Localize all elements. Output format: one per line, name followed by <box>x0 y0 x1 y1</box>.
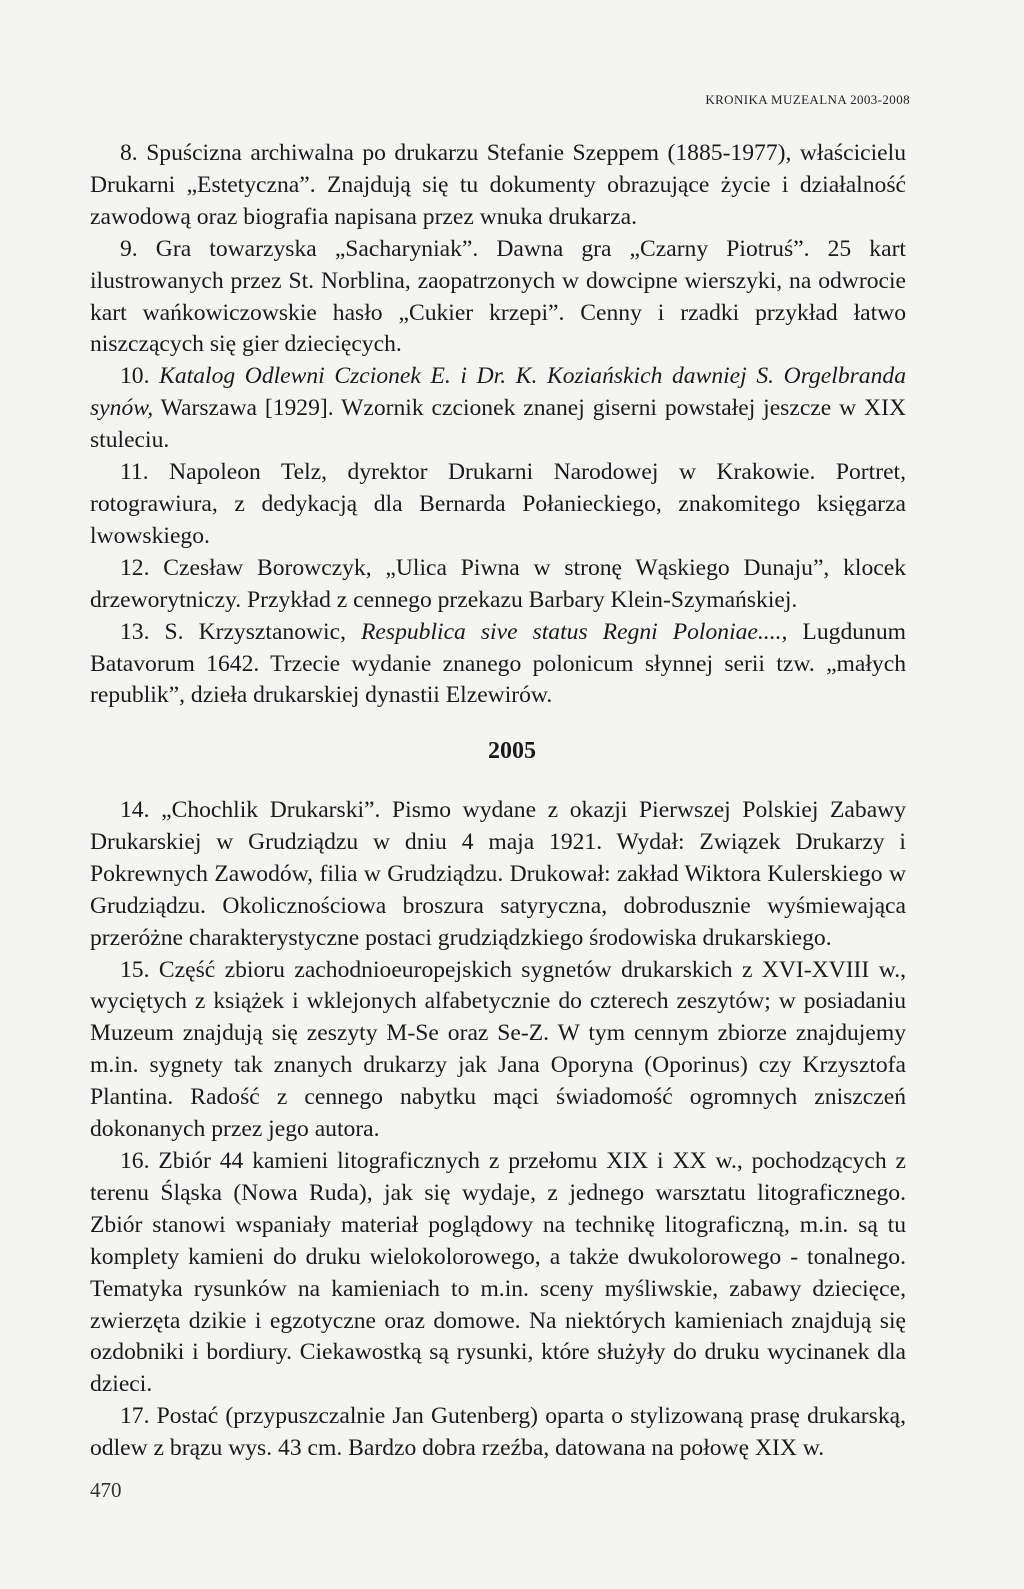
entries-before-section <box>90 138 906 712</box>
entry-italic-title: Katalog Odlewni Czcionek E. i Dr. K. Koziańskich dawniej S. Orgelbranda synów, <box>90 363 906 422</box>
entry-text: Warszawa [1929]. Wzornik czcionek znanej giserni powstałej jeszcze w XIX stuleciu. <box>90 395 906 454</box>
entries-after-section <box>90 795 906 1465</box>
entry-text: 17. Postać (przypuszczalnie Jan Gutenberg) oparta o stylizowaną prasę drukarską, odlew z brązu wys. 43 cm. Bardzo dobra rzeźba, datowana na połowę XIX w. <box>90 1403 906 1462</box>
running-header: KRONIKA MUZEALNA 2003-2008 <box>705 92 910 107</box>
entry-13 <box>90 617 906 713</box>
entry-italic-title: Respublica sive status Regni Poloniae...., <box>361 618 788 645</box>
year-heading: 2005 <box>488 738 536 764</box>
entry-10 <box>90 361 906 457</box>
entry-text: 15. Część zbioru zachodnioeuropejskich sygnetów drukarskich z XVI-XVIII w., wyciętych z książek i wklejonych alfabetycznie do czterech zeszytów; w posiadaniu Muzeum znajdują się zeszyty M-Se oraz Se-Z. W tym cennym zbiorze znajdujemy m.in. sygnety tak znanych drukarzy jak Jana Oporyna (Oporinus) czy Krzysztofa Plantina. Radość z cennego nabytku mąci świadomość ogromnych zniszczeń dokonanych przez jego autora. <box>90 956 906 1143</box>
entry-text: 16. Zbiór 44 kamieni litograficznych z przełomu XIX i XX w., pochodzących z terenu Śląska (Nowa Ruda), jak się wydaje, z jednego warsztatu litograficznego. Zbiór stanowi wspaniały materiał poglądowy na technikę litograficzną, m.in. są tu komplety kamieni do druku wielokolorowego, a także dwukolorowego - tonalnego. Tematyka rysunków na kamieniach to m.in. sceny myśliwskie, zabawy dziecięce, zwierzęta dzikie i egzotyczne oraz domowe. Na niektórych kamieniach znajdują się ozdobniki i bordiury. Ciekawostką są rysunki, które służyły do druku wycinanek dla dzieci. <box>90 1147 906 1398</box>
entry-text: Lugdunum Batavorum 1642. Trzecie wydanie znanego polonicum słynnej serii tzw. „małych republik”, dzieła drukarskiej dynastii Elzewirów. <box>90 618 906 709</box>
entry-text: 11. Napoleon Telz, dyrektor Drukarni Narodowej w Krakowie. Portret, rotograwiura, z dedykacją dla Bernarda Połanieckiego, znakomitego księgarza lwowskiego. <box>90 459 906 549</box>
entry-text: 13. S. Krzysztanowic, <box>120 618 361 645</box>
entry-text: 8. Spuścizna archiwalna po drukarzu Stefanie Szeppem (1885-1977), właścicielu Drukarni „Estetyczna”. Znajdują się tu dokumenty obrazujące życie i działalność zawodową oraz biografia napisana przez wnuka drukarza. <box>90 140 906 230</box>
entry-8 <box>90 138 906 234</box>
page-number: 470 <box>90 1478 122 1502</box>
entry-12 <box>90 553 906 617</box>
entry-text: 12. Czesław Borowczyk, „Ulica Piwna w stronę Wąskiego Dunaju”, klocek drzeworytniczy. Przykład z cennego przekazu Barbary Klein-Szymańskiej. <box>90 554 906 613</box>
entry-14 <box>90 795 906 955</box>
entry-16 <box>90 1146 906 1401</box>
entry-text: 14. „Chochlik Drukarski”. Pismo wydane z okazji Pierwszej Polskiej Zabawy Drukarskiej w Grudziądzu w dniu 4 maja 1921. Wydał: Związek Drukarzy i Pokrewnych Zawodów, filia w Grudziądzu. Drukował: zakład Wiktora Kulerskiego w Grudziądzu. Okolicznościowa broszura satyryczna, dobrodusznie wyśmiewająca przeróżne charakterystyczne postaci grudziądzkiego środowiska drukarskiego. <box>90 797 906 951</box>
entry-15 <box>90 955 906 1146</box>
entry-number: 10. <box>120 363 160 390</box>
entry-9 <box>90 234 906 362</box>
entry-text: 9. Gra towarzyska „Sacharyniak”. Dawna gra „Czarny Piotruś”. 25 kart ilustrowanych przez St. Norblina, zaopatrzonych w dowcipne wierszyki, na odwrocie kart wańkowiczowskie hasło „Cukier krzepi”. Cenny i rzadki przykład łatwo niszczących się gier dziecięcych. <box>90 235 906 358</box>
entry-11 <box>90 457 906 553</box>
entry-17 <box>90 1401 906 1465</box>
